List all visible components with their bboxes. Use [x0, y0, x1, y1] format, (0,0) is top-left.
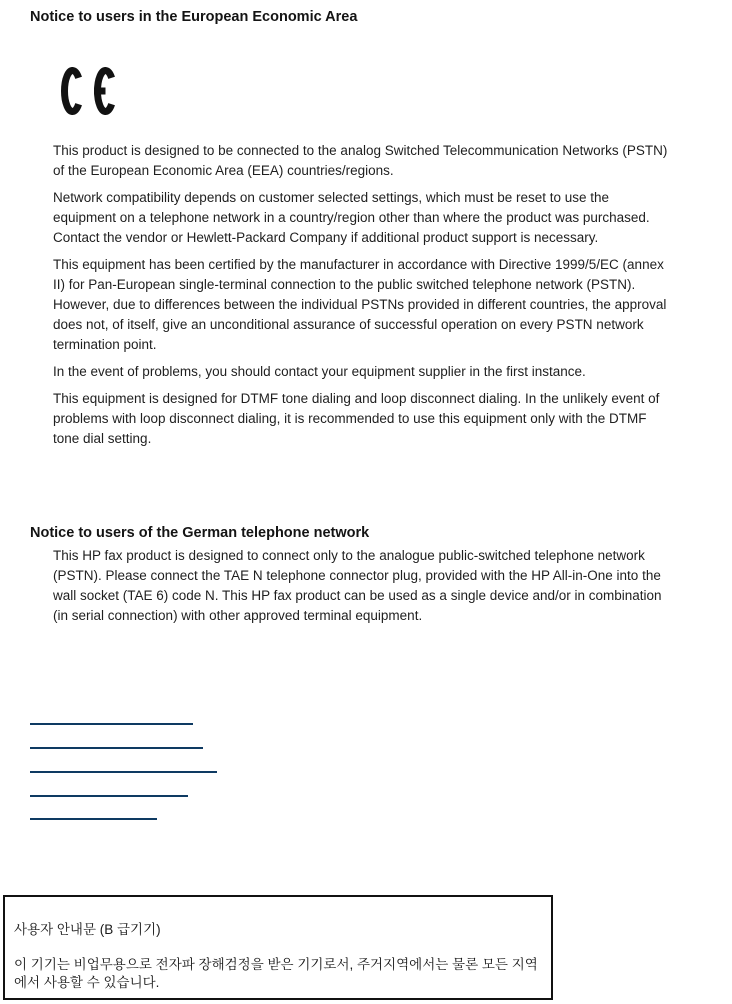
german-notice-body	[53, 546, 673, 633]
notice-paragraph: This equipment is designed for DTMF tone dialing and loop disconnect dialing. In the unlikely event of problems with loop disconnect dialing, it is recommended to use this equipment only with the DTMF tone dial setting.	[53, 391, 660, 446]
korean-notice-body: 이 기기는 비업무용으로 전자파 장해검정을 받은 기기로서, 주거지역에서는 물론 모든 지역에서 사용할 수 있습니다.	[14, 957, 538, 990]
link-underline[interactable]	[30, 747, 203, 749]
notice-paragraph: This product is designed to be connected to the analog Switched Telecommunication Networks (PSTN) of the European Economic Area (EEA) countries/regions.	[53, 143, 668, 178]
link-underline[interactable]	[30, 818, 157, 820]
german-notice-heading: Notice to users of the German telephone network	[30, 525, 370, 541]
link-underline[interactable]	[30, 723, 193, 725]
ce-mark-logo	[61, 67, 119, 115]
korean-notice-title: 사용자 안내문 (B 급기기)	[14, 922, 161, 937]
ce-letter-c	[65, 71, 79, 112]
link-underline[interactable]	[30, 771, 217, 773]
link-underline[interactable]	[30, 795, 188, 797]
notice-paragraph: This HP fax product is designed to connect only to the analogue public-switched telephone network (PSTN). Please connect the TAE N telephone connector plug, provided with the HP All-in-One into the wall socket (TAE 6) code N. This HP fax product can be used as a single device and/or in combination (in serial connection) with other approved terminal equipment.	[53, 548, 662, 623]
eea-notice-body	[53, 141, 671, 456]
eea-notice-heading: Notice to users in the European Economic Area	[30, 9, 358, 25]
notice-paragraph: Network compatibility depends on customer selected settings, which must be reset to use the equipment on a telephone network in a country/region other than where the product was purchased. Contact the vendor or Hewlett-Packard Company if additional product support is necessary.	[53, 190, 650, 245]
notice-paragraph: In the event of problems, you should contact your equipment supplier in the first instance.	[53, 364, 586, 379]
notice-paragraph: This equipment has been certified by the manufacturer in accordance with Directive 1999/5/EC (annex II) for Pan-European single-terminal connection to the public switched telephone network (PSTN). However, due to differences between the individual PSTNs provided in different countries, the approval does not, of itself, give an unconditional assurance of successful operation on every PSTN network termination point.	[53, 257, 667, 352]
korean-class-b-notice-box	[3, 895, 553, 1000]
